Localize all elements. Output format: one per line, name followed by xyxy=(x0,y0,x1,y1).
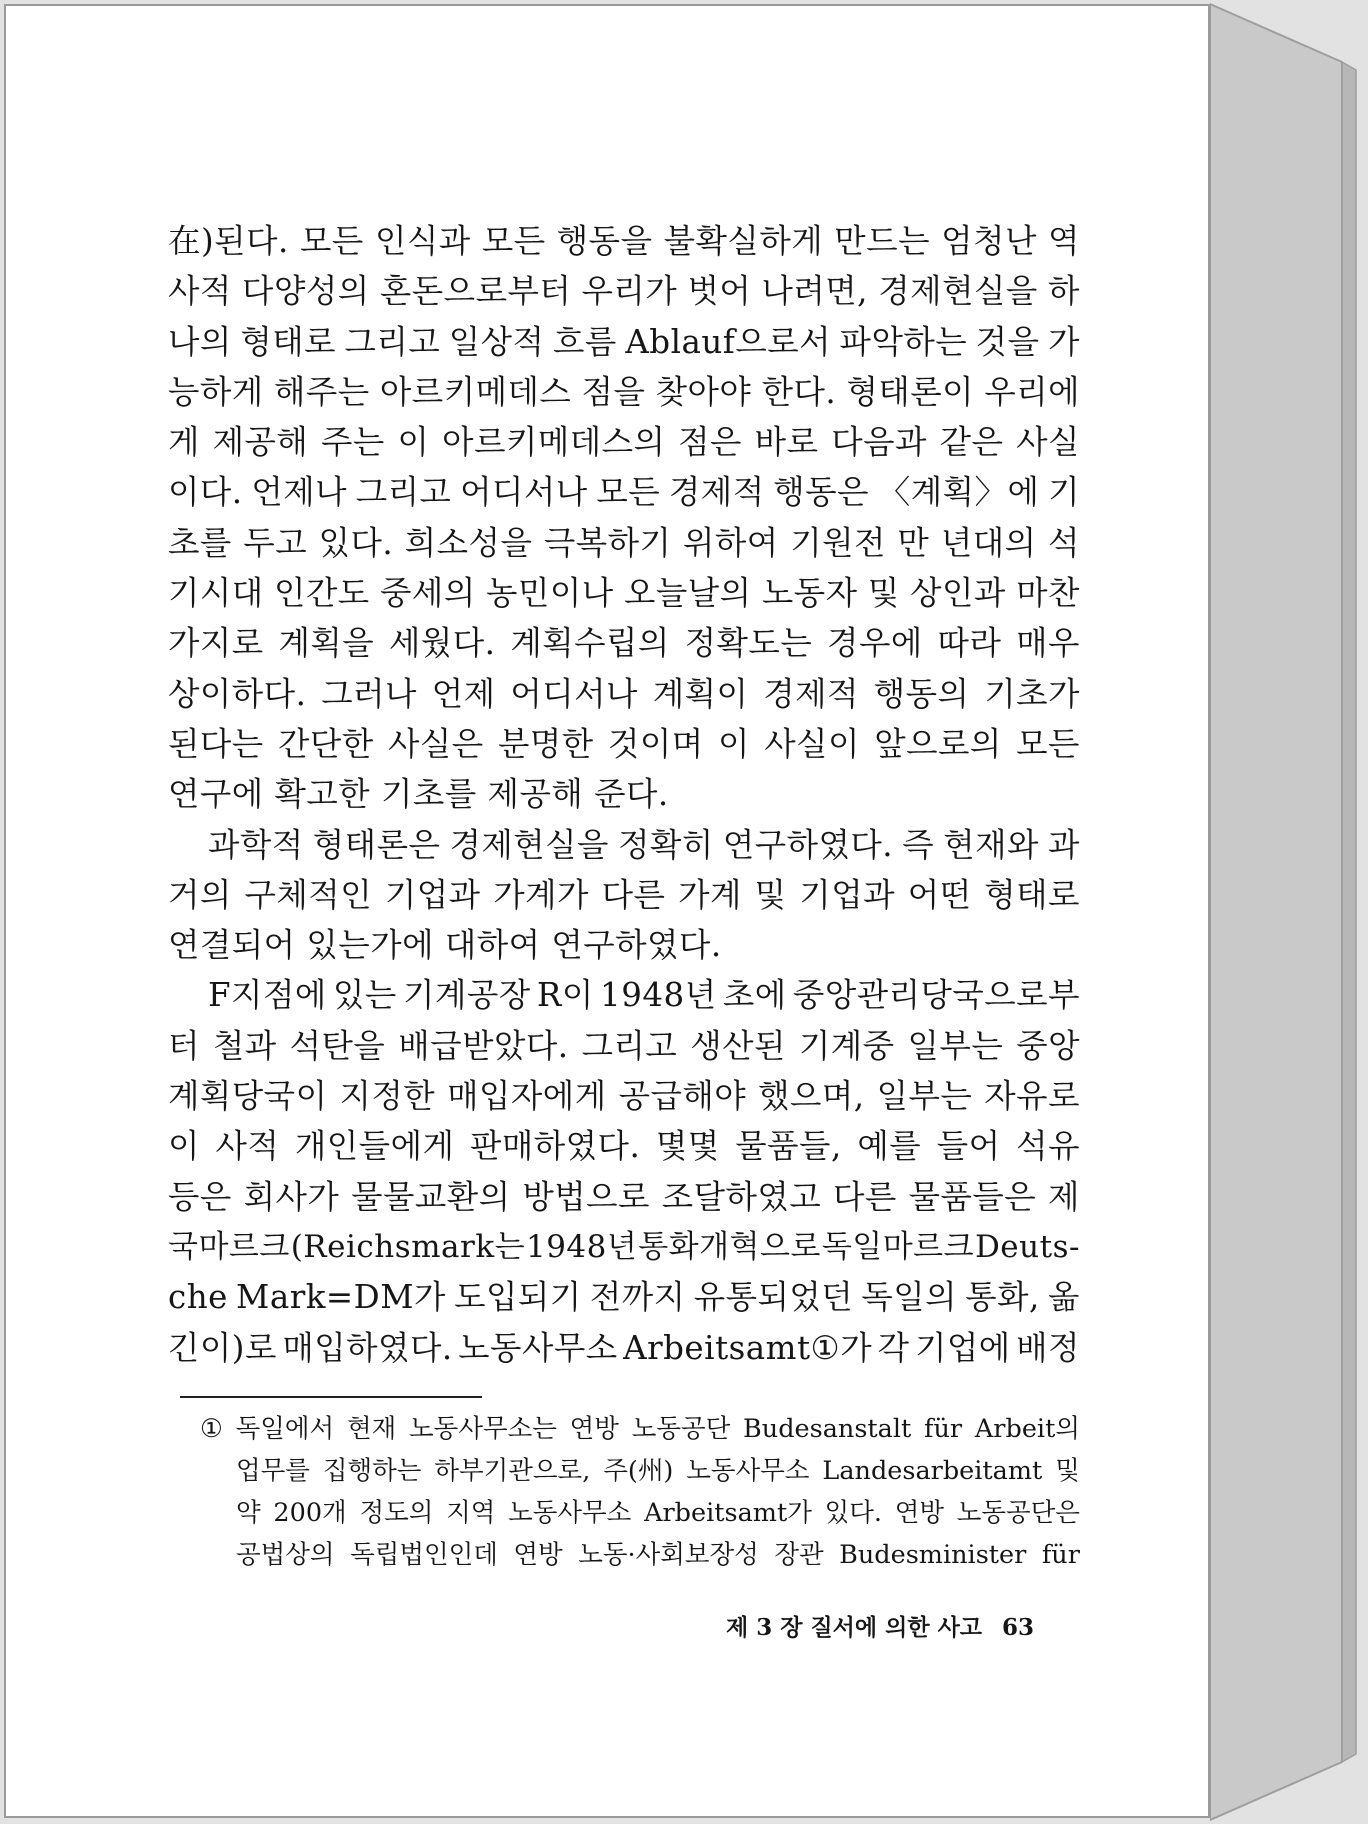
body-line: 연결되어 있는가에 대하여 연구하였다. xyxy=(168,926,722,965)
body-line: 거의 구체적인 기업과 가계가 다른 가계 및 기업과 어떤 형태로 xyxy=(168,875,1080,914)
body-line: 연구에 확고한 기초를 제공해 준다. xyxy=(168,775,669,814)
footnote-line: 업무를 집행하는 하부기관으로, 주(州) 노동사무소 Landesarbeitamt 및 xyxy=(236,1456,1080,1486)
body-line: 터 철과 석탄을 배급받았다. 그리고 생산된 기계중 일부는 중앙 xyxy=(168,1026,1080,1065)
body-line-paragraph-start: F지점에 있는 기계공장 R이 1948년 초에 중앙관리당국으로부 xyxy=(208,976,1080,1015)
body-line: 이다. 언제나 그리고 어디서나 모든 경제적 행동은 〈계획〉에 기 xyxy=(168,473,1080,512)
body-line: 상이하다. 그러나 언제 어디서나 계획이 경제적 행동의 기초가 xyxy=(168,674,1080,713)
body-line: 초를 두고 있다. 희소성을 극복하기 위하여 기원전 만 년대의 석 xyxy=(168,523,1080,562)
body-line: 등은 회사가 물물교환의 방법으로 조달하였고 다른 물품들은 제 xyxy=(168,1177,1080,1216)
body-line: 기시대 인간도 중세의 농민이나 오늘날의 노동자 및 상인과 마찬 xyxy=(168,574,1080,613)
body-line: 이 사적 개인들에게 판매하였다. 몇몇 물품들, 예를 들어 석유 xyxy=(168,1127,1080,1166)
footnote-line: 약 200개 정도의 지역 노동사무소 Arbeitsamt가 있다. 연방 노동공단은 xyxy=(236,1498,1080,1528)
body-line: 국마르크 (Reichsmark는 1948년 통화개혁으로 독일마르크 Deuts- xyxy=(168,1228,1080,1265)
body-text xyxy=(168,216,1080,1373)
body-line: 계획당국이 지정한 매입자에게 공급해야 했으며, 일부는 자유로 xyxy=(168,1077,1080,1116)
body-line: che Mark=DM가 도입되기 전까지 유통되었던 독일의 통화, 옮 xyxy=(168,1278,1080,1317)
body-line: 게 제공해 주는 이 아르키메데스의 점은 바로 다음과 같은 사실 xyxy=(168,423,1080,462)
page-number: 63 xyxy=(1002,1614,1035,1641)
body-line: 긴이)로 매입하였다. 노동사무소 Arbeitsamt①가 각 기업에 배정 xyxy=(168,1328,1080,1367)
footnote xyxy=(200,1408,1080,1576)
body-line: 능하게 해주는 아르키메데스 점을 찾아야 한다. 형태론이 우리에 xyxy=(168,372,1080,411)
body-line: 된다는 간단한 사실은 분명한 것이며 이 사실이 앞으로의 모든 xyxy=(168,724,1080,763)
chapter-title: 제 3 장 질서에 의한 사고 xyxy=(726,1614,983,1641)
body-line-paragraph-start: 과학적 형태론은 경제현실을 정확히 연구하였다. 즉 현재와 과 xyxy=(208,825,1080,864)
body-line: 사적 다양성의 혼돈으로부터 우리가 벗어 나려면, 경제현실을 하 xyxy=(168,272,1080,311)
running-footer xyxy=(726,1608,1056,1648)
footnote-line: ① 독일에서 현재 노동사무소는 연방 노동공단 Budesanstalt für Arbeit의 xyxy=(200,1414,1080,1444)
footnote-line: 공법상의 독립법인인데 연방 노동·사회보장성 장관 Budesminister für xyxy=(236,1540,1080,1570)
book-page-edge xyxy=(1210,0,1368,1824)
body-line: 在)된다. 모든 인식과 모든 행동을 불확실하게 만드는 엄청난 역 xyxy=(168,222,1080,260)
body-line: 나의 형태로 그리고 일상적 흐름 Ablauf으로서 파악하는 것을 가 xyxy=(168,322,1080,361)
body-line: 가지로 계획을 세웠다. 계획수립의 정확도는 경우에 따라 매우 xyxy=(168,624,1080,663)
footnote-separator xyxy=(180,1396,482,1398)
